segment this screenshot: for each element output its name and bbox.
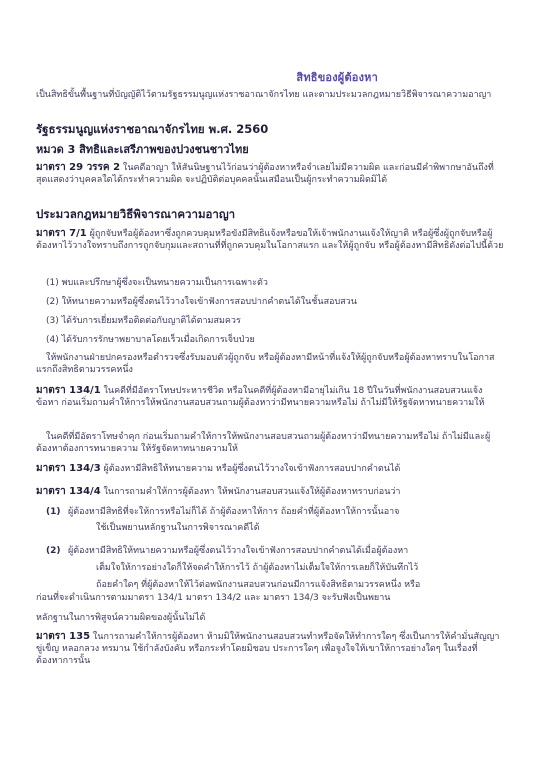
section-7-1-item-2: (2) ให้ทนายความหรือผู้ซึ่งตนไว้วางใจเข้าฟังการสอบปากคำตนได้ในชั้นสอบสวน [46,297,357,307]
section-29-paragraph [36,162,504,186]
item-2-number: (2) [46,546,61,556]
section-134-4-item-2-line-1: ผู้ต้องหามีสิทธิให้ทนายความหรือผู้ซึ่งตนไว้วางใจเข้าฟังการสอบปากคำตนได้เมื่อผู้ต้องหา [68,546,409,556]
section-7-1-text: ผู้ถูกจับหรือผู้ต้องหาซึ่งถูกควบคุมหรือขังมีสิทธิแจ้งหรือขอให้เจ้าพนักงานแจ้งให้ญาติ หรือผู้ซึ่งผู้ถูกจับหรือผู้ต้องหาไว้วางใจทราบถึงการถูกจับกุมและสถานที่ที่ถูกควบคุมในโอกาสแรก และให้ผู้ถูกจับ หรือผู้ต้องหามีสิทธิดังต่อไปนี้ด้วย [36,229,504,251]
page-title: สิทธิของผู้ต้องหา [296,71,378,84]
section-134-3-text: ผู้ต้องหามีสิทธิให้ทนายความ หรือผู้ซึ่งตนไว้วางใจเข้าฟังการสอบปากคำตนได้ [100,464,401,474]
constitution-heading: รัฐธรรมนูญแห่งราชอาณาจักรไทย พ.ศ. 2560 [36,122,269,136]
section-7-1-item-3: (3) ได้รับการเยี่ยมหรือติดต่อกับญาติได้ตามสมควร [46,316,241,326]
section-7-1-item-4: (4) ได้รับการรักษาพยาบาลโดยเร็วเมื่อเกิดการเจ็บป่วย [46,335,255,345]
section-7-1-item-1: (1) พบและปรึกษาผู้ซึ่งจะเป็นทนายความเป็นการเฉพาะตัว [46,278,268,288]
item-1-number: (1) [46,507,61,517]
chapter-heading: หมวด 3 สิทธิและเสรีภาพของปวงชนชาวไทย [36,143,249,156]
section-134-4-item-1-line-1: ผู้ต้องหามีสิทธิที่จะให้การหรือไม่ก็ได้ ถ้าผู้ต้องหาให้การ ถ้อยคำที่ผู้ต้องหาให้การนั้นอาจ [68,507,400,517]
section-134-4-item-1-line-2: ใช้เป็นพยานหลักฐานในการพิจารณาคดีได้ [96,523,260,533]
section-134-3-paragraph [36,463,504,475]
section-134-4-item-1-number [46,506,61,518]
section-7-1-paragraph [36,228,504,252]
section-7-1-closing: ให้พนักงานฝ่ายปกครองหรือตำรวจซึ่งรับมอบตัวผู้ถูกจับ หรือผู้ต้องหามีหน้าที่แจ้งให้ผู้ถูกจับหรือผู้ต้องหาทราบในโอกาสแรกถึงสิทธิตามวรรคหนึ่ง [36,353,495,375]
section-135-paragraph [36,631,504,667]
section-134-1-paragraph [36,385,504,409]
section-134-4-para-3-line-1: ถ้อยคำใดๆ ที่ผู้ต้องหาให้ไว้ต่อพนักงานสอบสวนก่อนมีการแจ้งสิทธิตามวรรคหนึ่ง หรือ [96,580,421,590]
section-134-1-label: มาตรา 134/1 [36,385,101,396]
section-134-4-item-2-line-2: เต็มใจให้การอย่างใดก็ให้จดคำให้การไว้ ถ้าผู้ต้องหาไม่เต็มใจให้การเลยก็ให้บันทึกไว้ [96,563,419,573]
section-135-text: ในการถามคำให้การผู้ต้องหา ห้ามมิให้พนักงานสอบสวนทำหรือจัดให้ทำการใดๆ ซึ่งเป็นการให้คำมั่นสัญญา ขู่เข็ญ หลอกลวง ทรมาน ใช้กำลังบังคับ หรือกระทำโดยมิชอบ ประการใดๆ เพื่อจูงใจให้เขาให้การอย่างใดๆ ในเรื่องที่ต้องหาการนั้น [36,632,500,666]
section-29-text: ในคดีอาญา ให้สันนิษฐานไว้ก่อนว่าผู้ต้องหาหรือจำเลยไม่มีความผิด และก่อนมีคำพิพากษาอันถึงที่สุดแสดงว่าบุคคลใดได้กระทำความผิด จะปฏิบัติต่อบุคคลนั้นเสมือนเป็นผู้กระทำความผิดมิได้ [36,163,494,185]
intro-paragraph: เป็นสิทธิขั้นพื้นฐานที่บัญญัติไว้ตามรัฐธรรมนูญแห่งราชอาณาจักรไทย และตามประมวลกฎหมายวิธีพิจารณาความอาญา [36,90,492,100]
section-134-4-paragraph [36,486,504,498]
section-134-4-para-3-line-3: หลักฐานในการพิสูจน์ความผิดของผู้นั้นไม่ได้ [36,613,206,623]
section-134-4-text: ในการถามคำให้การผู้ต้องหา ให้พนักงานสอบสวนแจ้งให้ผู้ต้องหาทราบก่อนว่า [100,487,401,497]
section-134-4-para-3-line-2: ก่อนที่จะดำเนินการตามมาตรา 134/1 มาตรา 134/2 และ มาตรา 134/3 จะรับฟังเป็นพยาน [36,593,391,603]
criminal-procedure-heading: ประมวลกฎหมายวิธีพิจารณาความอาญา [36,207,236,221]
section-134-1-para-2: ในคดีที่มีอัตราโทษจำคุก ก่อนเริ่มถามคำให้การให้พนักงานสอบสวนถามผู้ต้องหาว่ามีทนายความหรือไม่ ถ้าไม่มีและผู้ต้องหาต้องการทนายความ ให้รัฐจัดหาทนายความให้ [36,432,491,454]
section-7-1-label: มาตรา 7/1 [36,228,87,239]
section-29-label: มาตรา 29 วรรค 2 [36,162,121,173]
section-134-4-item-2-number [46,545,61,557]
section-135-label: มาตรา 135 [36,631,91,642]
section-134-3-label: มาตรา 134/3 [36,463,101,474]
section-134-4-label: มาตรา 134/4 [36,486,101,497]
section-134-1-text: ในคดีที่มีอัตราโทษประหารชีวิต หรือในคดีที่ผู้ต้องหามีอายุไม่เกิน 18 ปีในวันที่พนักงานสอบสวนแจ้งข้อหา ก่อนเริ่มถามคำให้การให้พนักงานสอบสวนถามผู้ต้องหาว่ามีทนายความหรือไม่ ถ้าไม่มีให้รัฐจัดหาทนายความให้ [36,386,485,408]
